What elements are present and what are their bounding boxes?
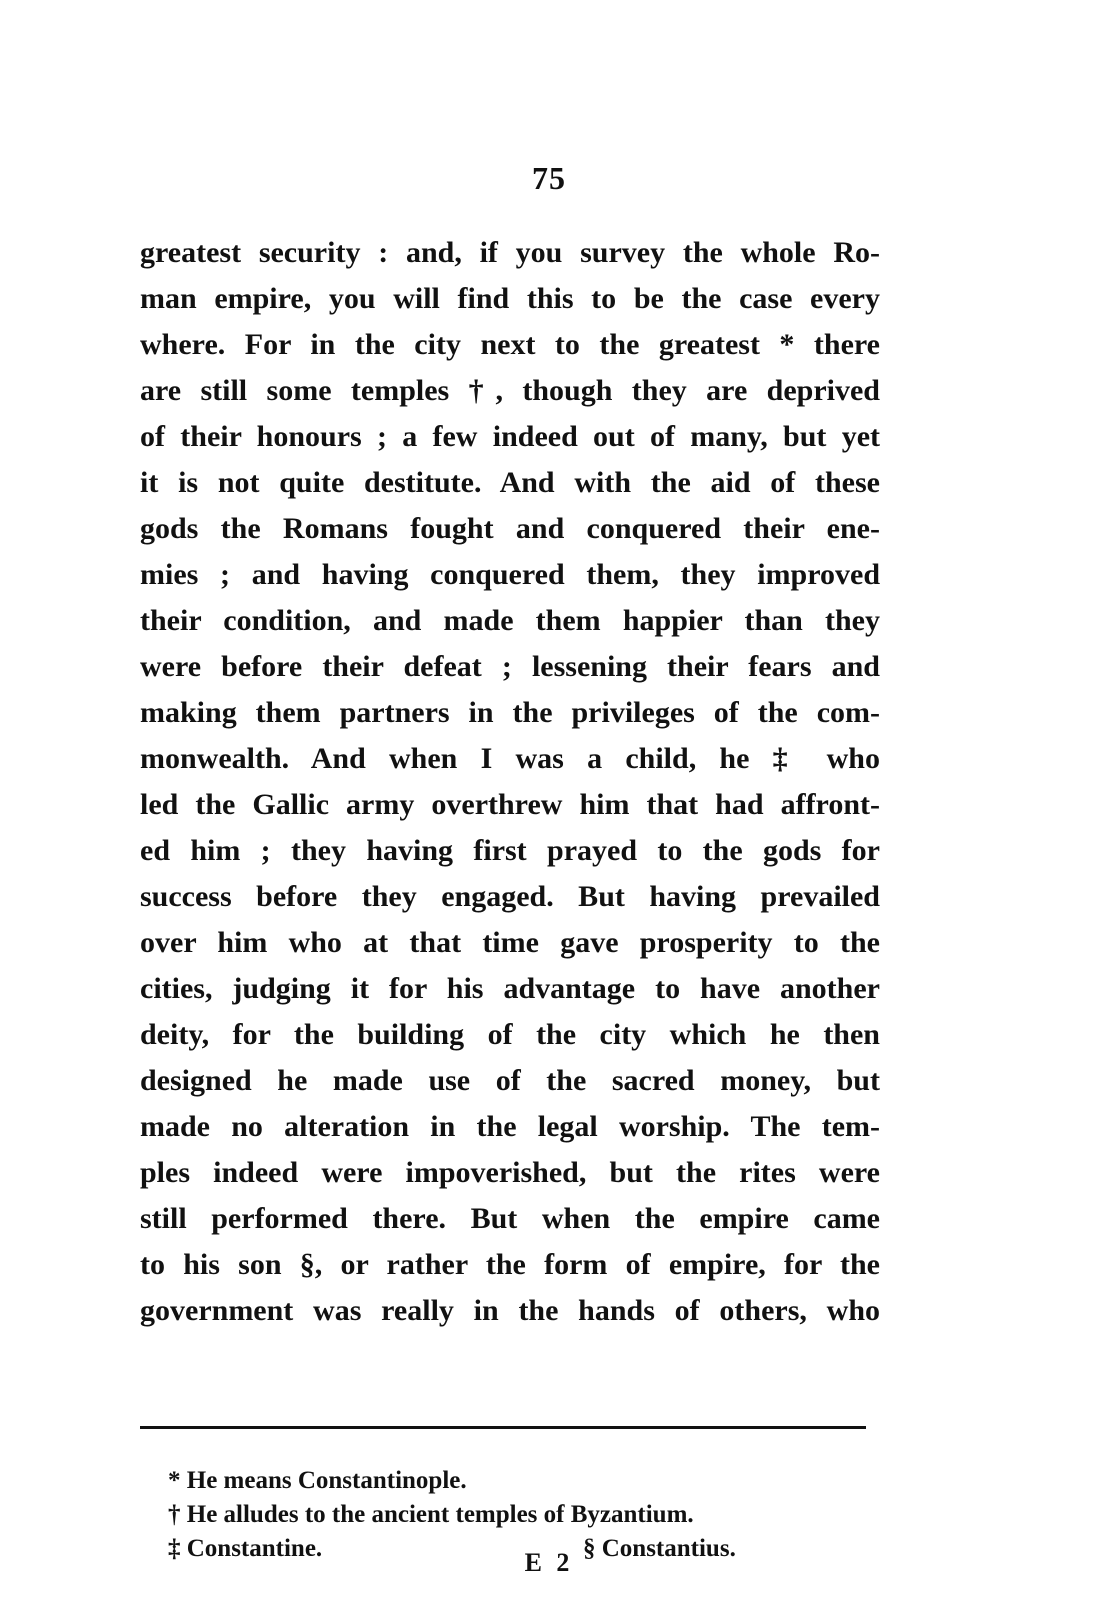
text-line: gods the Romans fought and conquered their ene- — [140, 512, 880, 545]
text-line: cities, judging it for his advantage to have another — [140, 972, 880, 1005]
text-line: government was really in the hands of others, who — [140, 1294, 880, 1327]
text-line: ed him ; they having first prayed to the gods for — [140, 834, 880, 867]
text-line: success before they engaged. But having prevailed — [140, 880, 880, 913]
footnote-byzantium: † He alludes to the ancient temples of Byzantium. — [168, 1501, 694, 1528]
text-line: led the Gallic army overthrew him that had affront- — [140, 788, 880, 821]
footnote-constantine: ‡ Constantine. — [168, 1535, 323, 1562]
body-text — [140, 230, 880, 1334]
text-line: deity, for the building of the city which he then — [140, 1018, 880, 1051]
text-line: their condition, and made them happier than they — [140, 604, 880, 637]
text-line: mies ; and having conquered them, they improved — [140, 558, 880, 591]
footnote-constantius: § Constantius. — [583, 1535, 736, 1562]
text-line: still performed there. But when the empire came — [140, 1202, 880, 1235]
page-number: 75 — [532, 160, 566, 196]
signature-mark: E 2 — [524, 1548, 574, 1577]
footnote-rule — [140, 1426, 866, 1429]
text-line: of their honours ; a few indeed out of many, but yet — [140, 420, 880, 453]
text-line: where. For in the city next to the greatest * there — [140, 328, 880, 361]
text-line: were before their defeat ; lessening their fears and — [140, 650, 880, 683]
text-line: to his son §, or rather the form of empire, for the — [140, 1248, 880, 1281]
text-line: over him who at that time gave prosperity to the — [140, 926, 880, 959]
text-line: man empire, you will find this to be the case every — [140, 282, 880, 315]
text-line: ples indeed were impoverished, but the rites were — [140, 1156, 880, 1189]
text-line: greatest security : and, if you survey the whole Ro- — [140, 236, 880, 269]
footnote-constantinople: * He means Constantinople. — [168, 1467, 467, 1494]
text-line: are still some temples †, though they are deprived — [140, 374, 880, 407]
text-line: made no alteration in the legal worship. The tem- — [140, 1110, 880, 1143]
text-line: it is not quite destitute. And with the aid of these — [140, 466, 880, 499]
text-line: designed he made use of the sacred money, but — [140, 1064, 880, 1097]
text-line: monwealth. And when I was a child, he ‡ who — [140, 742, 880, 775]
text-line: making them partners in the privileges of the com- — [140, 696, 880, 729]
